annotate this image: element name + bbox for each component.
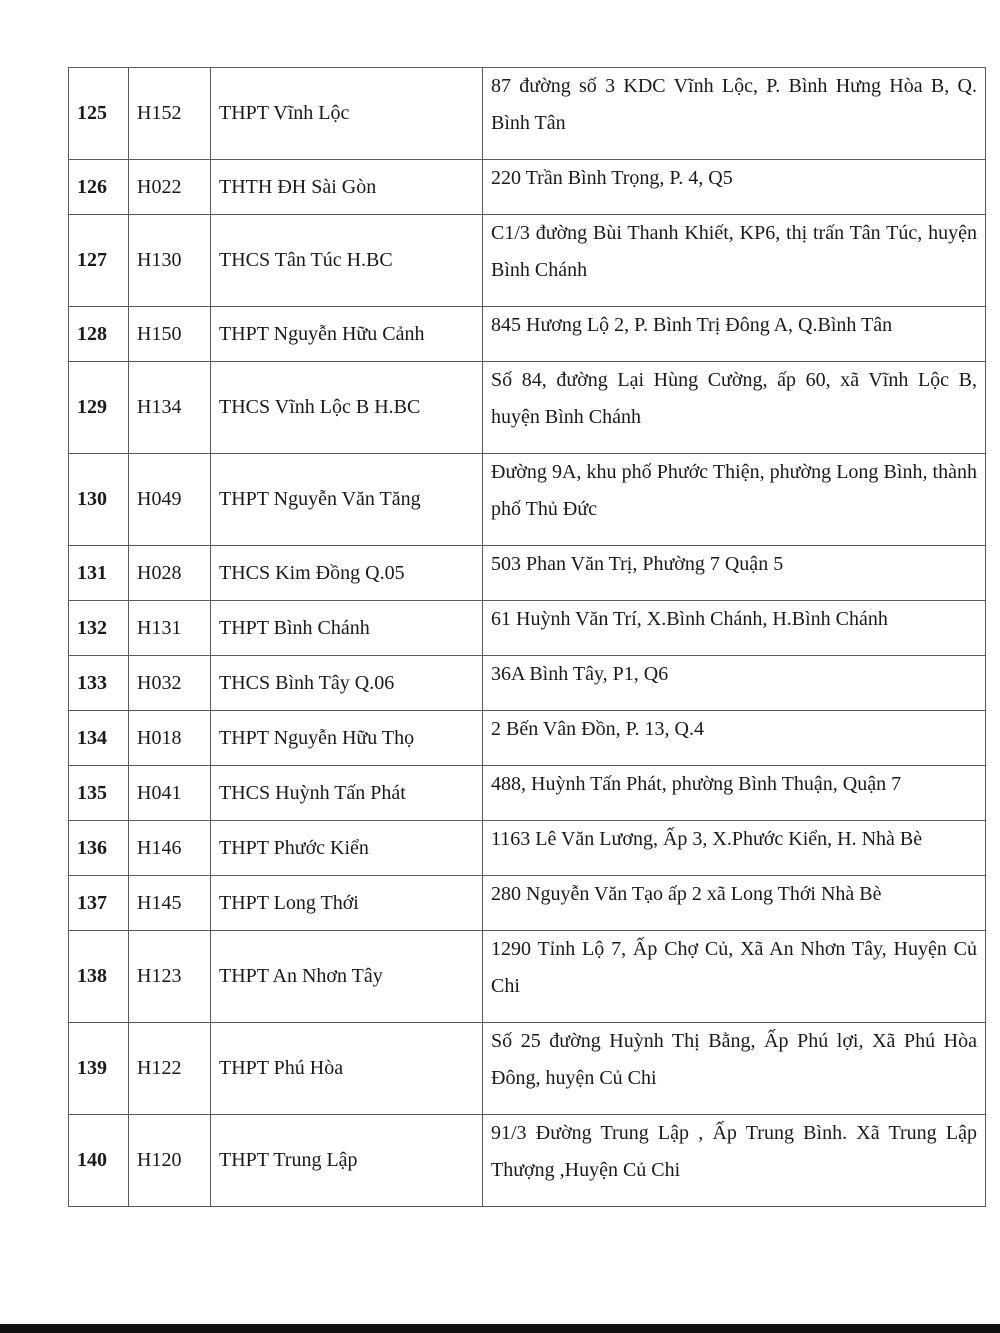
- table-row: [69, 1023, 986, 1115]
- school-code: H134: [129, 362, 211, 454]
- school-name: THPT An Nhơn Tây: [211, 931, 483, 1023]
- school-name: THPT Phước Kiển: [211, 821, 483, 876]
- school-code: H122: [129, 1023, 211, 1115]
- school-name: THPT Trung Lập: [211, 1115, 483, 1207]
- table-row: [69, 546, 986, 601]
- school-address: 2 Bến Vân Đồn, P. 13, Q.4: [483, 711, 986, 766]
- table-row: [69, 307, 986, 362]
- table-row: [69, 68, 986, 160]
- school-name: THPT Vĩnh Lộc: [211, 68, 483, 160]
- table-row: [69, 454, 986, 546]
- row-number: 129: [69, 362, 129, 454]
- school-code: H145: [129, 876, 211, 931]
- school-code: H018: [129, 711, 211, 766]
- row-number: 130: [69, 454, 129, 546]
- table-row: [69, 711, 986, 766]
- school-name: THPT Bình Chánh: [211, 601, 483, 656]
- school-address: 220 Trần Bình Trọng, P. 4, Q5: [483, 160, 986, 215]
- school-address: 1290 Tỉnh Lộ 7, Ấp Chợ Củ, Xã An Nhơn Tây, Huyện Củ Chi: [483, 931, 986, 1023]
- row-number: 135: [69, 766, 129, 821]
- table-row: [69, 931, 986, 1023]
- school-name: THCS Huỳnh Tấn Phát: [211, 766, 483, 821]
- school-code: H130: [129, 215, 211, 307]
- school-code: H028: [129, 546, 211, 601]
- school-address: C1/3 đường Bùi Thanh Khiết, KP6, thị trấn Tân Túc, huyện Bình Chánh: [483, 215, 986, 307]
- table-row: [69, 656, 986, 711]
- school-name: THCS Vĩnh Lộc B H.BC: [211, 362, 483, 454]
- school-name: THCS Kim Đồng Q.05: [211, 546, 483, 601]
- school-code: H120: [129, 1115, 211, 1207]
- school-code: H150: [129, 307, 211, 362]
- table-row: [69, 1115, 986, 1207]
- school-address: 488, Huỳnh Tấn Phát, phường Bình Thuận, Quận 7: [483, 766, 986, 821]
- table-row: [69, 160, 986, 215]
- school-address: 845 Hương Lộ 2, P. Bình Trị Đông A, Q.Bình Tân: [483, 307, 986, 362]
- school-code: H146: [129, 821, 211, 876]
- table-row: [69, 821, 986, 876]
- row-number: 126: [69, 160, 129, 215]
- school-address: 1163 Lê Văn Lương, Ấp 3, X.Phước Kiển, H. Nhà Bè: [483, 821, 986, 876]
- school-code: H152: [129, 68, 211, 160]
- school-address: 87 đường số 3 KDC Vĩnh Lộc, P. Bình Hưng Hòa B, Q. Bình Tân: [483, 68, 986, 160]
- school-address: Số 25 đường Huỳnh Thị Bằng, Ấp Phú lợi, Xã Phú Hòa Đông, huyện Củ Chi: [483, 1023, 986, 1115]
- table-row: [69, 215, 986, 307]
- school-code: H022: [129, 160, 211, 215]
- row-number: 127: [69, 215, 129, 307]
- school-address: Đường 9A, khu phố Phước Thiện, phường Long Bình, thành phố Thủ Đức: [483, 454, 986, 546]
- school-name: THPT Long Thới: [211, 876, 483, 931]
- school-address: 36A Bình Tây, P1, Q6: [483, 656, 986, 711]
- row-number: 140: [69, 1115, 129, 1207]
- school-code: H032: [129, 656, 211, 711]
- school-list-table: [68, 67, 986, 1207]
- school-name: THPT Nguyễn Hữu Cảnh: [211, 307, 483, 362]
- row-number: 134: [69, 711, 129, 766]
- row-number: 125: [69, 68, 129, 160]
- row-number: 136: [69, 821, 129, 876]
- school-name: THPT Phú Hòa: [211, 1023, 483, 1115]
- school-address: Số 84, đường Lại Hùng Cường, ấp 60, xã Vĩnh Lộc B, huyện Bình Chánh: [483, 362, 986, 454]
- school-code: H041: [129, 766, 211, 821]
- table-row: [69, 601, 986, 656]
- school-name: THPT Nguyễn Văn Tăng: [211, 454, 483, 546]
- school-address: 61 Huỳnh Văn Trí, X.Bình Chánh, H.Bình Chánh: [483, 601, 986, 656]
- row-number: 132: [69, 601, 129, 656]
- school-code: H049: [129, 454, 211, 546]
- school-name: THCS Bình Tây Q.06: [211, 656, 483, 711]
- table-row: [69, 766, 986, 821]
- school-code: H123: [129, 931, 211, 1023]
- table-row: [69, 362, 986, 454]
- row-number: 137: [69, 876, 129, 931]
- school-address: 503 Phan Văn Trị, Phường 7 Quận 5: [483, 546, 986, 601]
- row-number: 128: [69, 307, 129, 362]
- bottom-edge-bar: [0, 1324, 1000, 1333]
- school-name: THCS Tân Túc H.BC: [211, 215, 483, 307]
- row-number: 139: [69, 1023, 129, 1115]
- school-code: H131: [129, 601, 211, 656]
- school-address: 280 Nguyễn Văn Tạo ấp 2 xã Long Thới Nhà Bè: [483, 876, 986, 931]
- row-number: 133: [69, 656, 129, 711]
- school-name: THPT Nguyễn Hữu Thọ: [211, 711, 483, 766]
- school-address: 91/3 Đường Trung Lập , Ấp Trung Bình. Xã Trung Lập Thượng ,Huyện Củ Chi: [483, 1115, 986, 1207]
- row-number: 131: [69, 546, 129, 601]
- row-number: 138: [69, 931, 129, 1023]
- school-name: THTH ĐH Sài Gòn: [211, 160, 483, 215]
- table-row: [69, 876, 986, 931]
